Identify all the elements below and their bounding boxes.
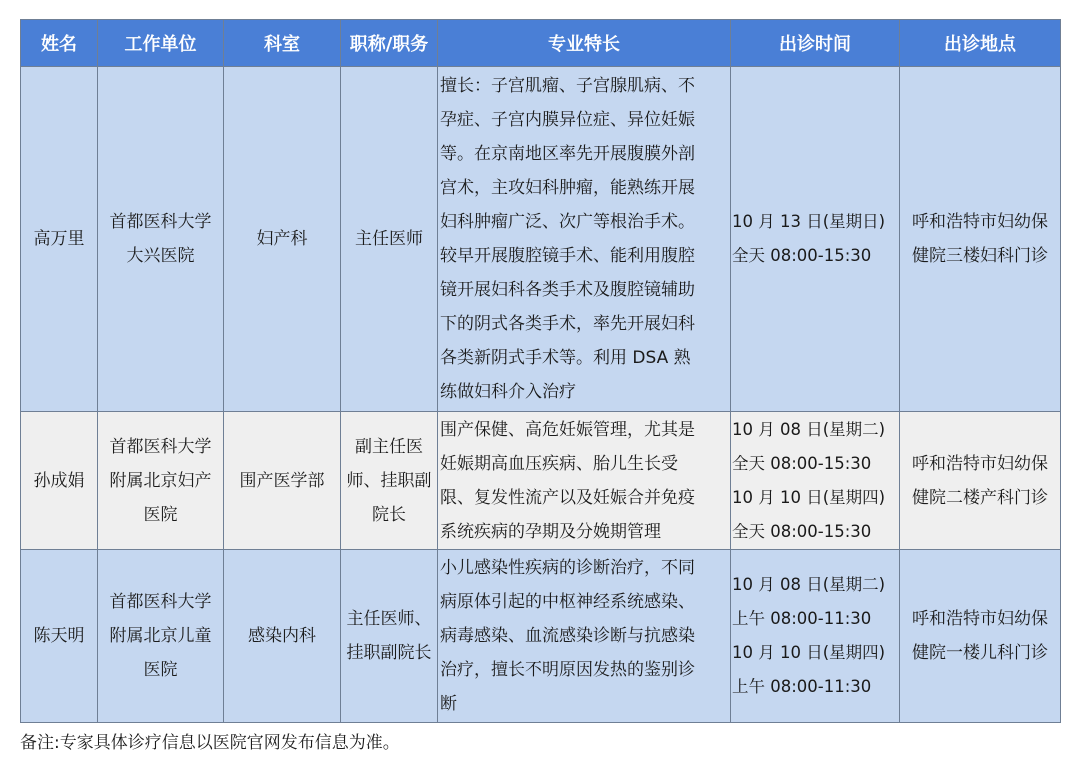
specialty (438, 412, 731, 550)
work-unit-line: 医院 (143, 660, 178, 680)
specialty-line: 妇科肿瘤广泛、次广等根治手术。 (440, 212, 695, 232)
doctor-name: 孙成娟 (21, 412, 98, 550)
clinic-time-line: 上午 08:00-11:30 (732, 677, 872, 696)
work-unit (98, 67, 224, 412)
header-row (21, 20, 1061, 67)
clinic-time (731, 550, 900, 723)
specialty (438, 67, 731, 412)
clinic-place-line: 健院二楼产科门诊 (912, 487, 1048, 508)
clinic-place-line: 呼和浩特市妇幼保 (912, 212, 1048, 232)
clinic-time-line: 全天 08:00-15:30 (732, 246, 872, 265)
header-unit: 工作单位 (98, 20, 224, 67)
work-unit-line: 附属北京儿童 (109, 626, 212, 646)
specialty-line: 围产保健、高危妊娠管理，尤其是 (440, 419, 695, 440)
clinic-time-line: 10 月 08 日(星期二) (732, 575, 886, 594)
job-title (341, 412, 438, 550)
clinic-place (900, 550, 1061, 723)
doctor-name: 高万里 (21, 67, 98, 412)
clinic-place-line: 健院三楼妇科门诊 (912, 246, 1048, 266)
job-title-line: 院长 (372, 504, 406, 525)
specialty (438, 550, 731, 723)
work-unit-line: 大兴医院 (126, 246, 195, 266)
job-title-line: 主任医师 (355, 229, 423, 249)
specialty-line: 宫术，主攻妇科肿瘤，能熟练开展 (440, 178, 695, 198)
clinic-time-line: 10 月 13 日(星期日) (732, 212, 886, 231)
clinic-time (731, 412, 900, 550)
specialty-line: 断 (440, 694, 457, 714)
department: 感染内科 (224, 550, 341, 723)
clinic-place (900, 67, 1061, 412)
work-unit-line: 附属北京妇产 (109, 470, 212, 491)
header-title: 职称/职务 (341, 20, 438, 67)
clinic-time (731, 67, 900, 412)
clinic-place-line: 呼和浩特市妇幼保 (912, 453, 1048, 474)
table-row (21, 67, 1061, 412)
job-title-line: 副主任医 (355, 436, 423, 457)
specialty-line: 小儿感染性疾病的诊断治疗，不同 (440, 558, 695, 578)
specialty-line: 较早开展腹腔镜手术、能利用腹腔 (440, 246, 695, 266)
work-unit (98, 412, 224, 550)
specialty-line: 孕症、子宫内膜异位症、异位妊娠 (440, 110, 695, 130)
specialty-line: 等。在京南地区率先开展腹膜外剖 (440, 144, 695, 164)
clinic-time-line: 上午 08:00-11:30 (732, 609, 872, 628)
clinic-place-line: 呼和浩特市妇幼保 (912, 609, 1048, 629)
doctor-schedule-table (20, 19, 1061, 723)
header-dept: 科室 (224, 20, 341, 67)
specialty-line: 系统疾病的孕期及分娩期管理 (440, 521, 661, 542)
work-unit-line: 医院 (143, 504, 178, 525)
doctor-name: 陈天明 (21, 550, 98, 723)
work-unit (98, 550, 224, 723)
clinic-time-line: 10 月 10 日(星期四) (732, 643, 886, 662)
job-title-line: 主任医师、 (346, 609, 432, 629)
specialty-line: 病毒感染、血流感染诊断与抗感染 (440, 626, 695, 646)
work-unit-line: 首都医科大学 (109, 592, 212, 612)
clinic-time-line: 全天 08:00-15:30 (732, 521, 872, 541)
specialty-line: 镜开展妇科各类手术及腹腔镜辅助 (440, 280, 695, 300)
clinic-time-line: 10 月 10 日(星期四) (732, 487, 886, 507)
header-place: 出诊地点 (900, 20, 1061, 67)
job-title-line: 挂职副院长 (346, 643, 432, 663)
specialty-line: 下的阴式各类手术，率先开展妇科 (440, 314, 695, 334)
specialty-line: 各类新阴式手术等。利用 DSA 熟 (440, 348, 691, 368)
table-row (21, 550, 1061, 723)
specialty-line: 治疗，擅长不明原因发热的鉴别诊 (440, 660, 695, 680)
specialty-line: 练做妇科介入治疗 (440, 382, 576, 402)
job-title (341, 67, 438, 412)
header-name: 姓名 (21, 20, 98, 67)
department: 妇产科 (224, 67, 341, 412)
specialty-line: 妊娠期高血压疾病、胎儿生长受 (440, 453, 678, 474)
header-time: 出诊时间 (731, 20, 900, 67)
footnote: 备注:专家具体诊疗信息以医院官网发布信息为准。 (20, 733, 400, 753)
job-title (341, 550, 438, 723)
clinic-time-line: 全天 08:00-15:30 (732, 453, 872, 473)
clinic-time-line: 10 月 08 日(星期二) (732, 419, 886, 439)
job-title-line: 师、挂职副 (346, 470, 432, 491)
header-specialty: 专业特长 (438, 20, 731, 67)
work-unit-line: 首都医科大学 (109, 436, 212, 457)
clinic-place-line: 健院一楼儿科门诊 (912, 643, 1048, 663)
department: 围产医学部 (224, 412, 341, 550)
specialty-line: 擅长：子宫肌瘤、子宫腺肌病、不 (440, 76, 695, 96)
specialty-line: 病原体引起的中枢神经系统感染、 (440, 592, 695, 612)
clinic-place (900, 412, 1061, 550)
work-unit-line: 首都医科大学 (109, 212, 212, 232)
table-row (21, 412, 1061, 550)
specialty-line: 限、复发性流产以及妊娠合并免疫 (440, 487, 695, 508)
